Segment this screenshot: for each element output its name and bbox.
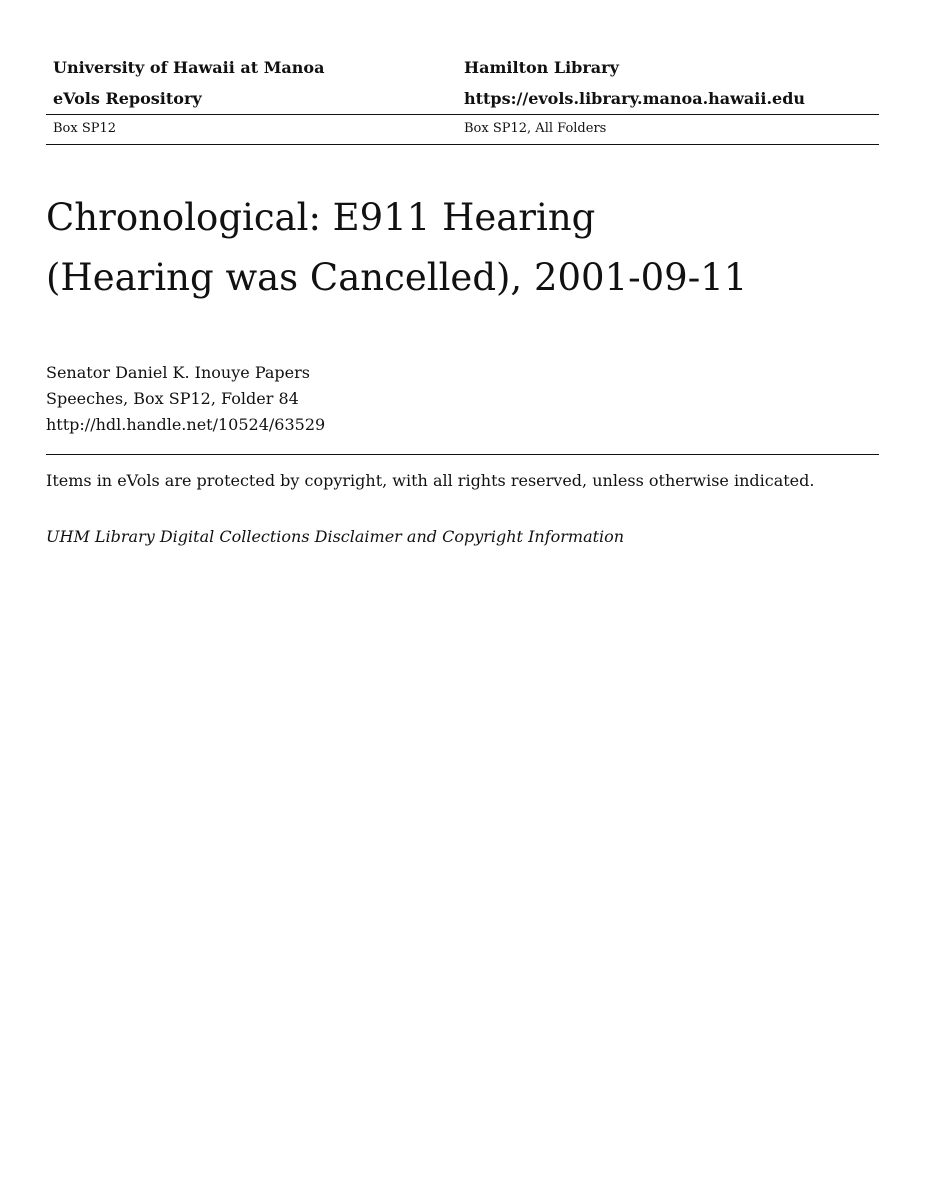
document-metadata bbox=[46, 360, 325, 438]
box-label-right: Box SP12, All Folders bbox=[464, 121, 607, 136]
copyright-notice: Items in eVols are protected by copyright, with all rights reserved, unless otherwise indicated. bbox=[46, 471, 815, 490]
header-row-3 bbox=[46, 115, 879, 144]
content-divider bbox=[46, 454, 879, 455]
document-header bbox=[46, 52, 879, 145]
repository-url[interactable]: https://evols.library.manoa.hawaii.edu bbox=[464, 89, 806, 108]
folder-location: Speeches, Box SP12, Folder 84 bbox=[46, 389, 299, 408]
header-row-2 bbox=[46, 83, 879, 114]
disclaimer-link[interactable]: UHM Library Digital Collections Disclaimer and Copyright Information bbox=[46, 527, 625, 546]
title-line-1: Chronological: E911 Hearing bbox=[46, 196, 596, 239]
box-label-left: Box SP12 bbox=[53, 121, 117, 136]
handle-link[interactable]: http://hdl.handle.net/10524/63529 bbox=[46, 415, 326, 434]
institution-name: University of Hawaii at Manoa bbox=[53, 58, 325, 77]
header-divider-bottom bbox=[46, 144, 879, 145]
header-row-1 bbox=[46, 52, 879, 83]
document-title bbox=[46, 188, 879, 308]
title-line-2: (Hearing was Cancelled), 2001-09-11 bbox=[46, 256, 748, 299]
library-name: Hamilton Library bbox=[464, 58, 619, 77]
collection-name: Senator Daniel K. Inouye Papers bbox=[46, 363, 310, 382]
repository-name: eVols Repository bbox=[53, 89, 202, 108]
